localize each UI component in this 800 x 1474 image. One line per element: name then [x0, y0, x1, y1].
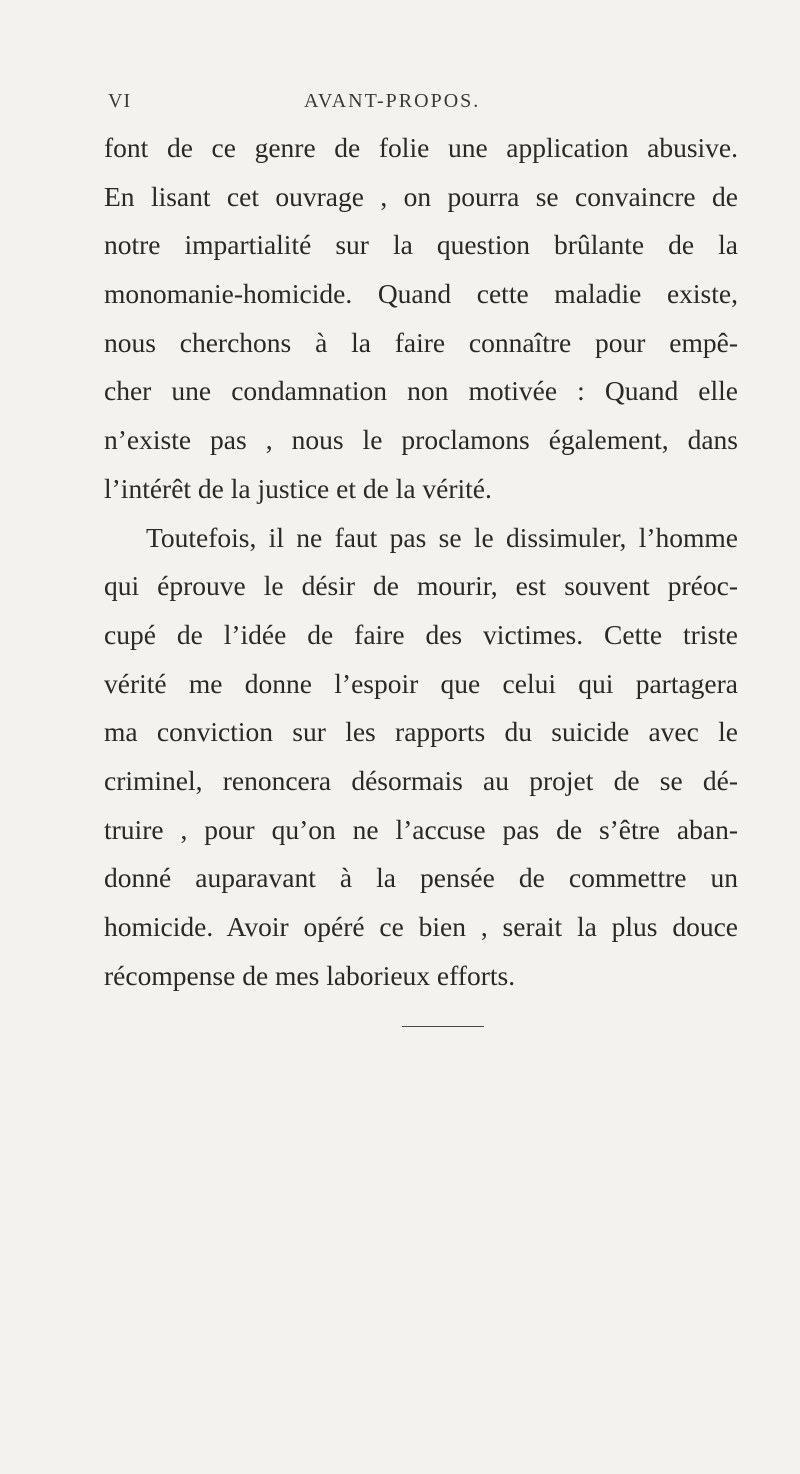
page-number: VI: [108, 90, 132, 112]
text-line: monomanie-homicide. Quand cette maladie existe,: [104, 278, 738, 310]
text-line: homicide. Avoir opéré ce bien , serait la plus douce: [104, 911, 738, 942]
text-line: Toutefois, il ne faut pas se le dissimuler, l’homme: [146, 521, 738, 553]
running-head: [108, 90, 728, 120]
end-rule: [402, 1026, 484, 1027]
text-line: cher une condamnation non motivée : Quand elle: [104, 375, 738, 407]
text-line: nous cherchons à la faire connaître pour empê-: [104, 326, 738, 358]
text-line: l’intérêt de la justice et de la vérité.: [104, 472, 492, 504]
body-text: [104, 124, 744, 1000]
text-line: cupé de l’idée de faire des victimes. Cette triste: [104, 618, 738, 650]
text-line: notre impartialité sur la question brûlante de la: [104, 229, 738, 261]
running-head-title: AVANT-PROPOS.: [304, 90, 481, 112]
text-line: criminel, renoncera désormais au projet de se dé-: [104, 764, 738, 796]
text-line: n’existe pas , nous le proclamons également, dans: [104, 424, 738, 456]
text-line: ma conviction sur les rapports du suicide avec le: [104, 716, 738, 748]
text-line: En lisant cet ouvrage , on pourra se convaincre de: [104, 180, 738, 212]
text-line: truire , pour qu’on ne l’accuse pas de s’être aban-: [104, 813, 738, 845]
text-line: font de ce genre de folie une application abusive.: [104, 132, 738, 163]
text-line: donné auparavant à la pensée de commettre un: [104, 862, 738, 894]
text-line: vérité me donne l’espoir que celui qui partagera: [104, 667, 738, 699]
text-line: qui éprouve le désir de mourir, est souvent préoc-: [104, 570, 738, 602]
text-line: récompense de mes laborieux efforts.: [104, 959, 516, 991]
